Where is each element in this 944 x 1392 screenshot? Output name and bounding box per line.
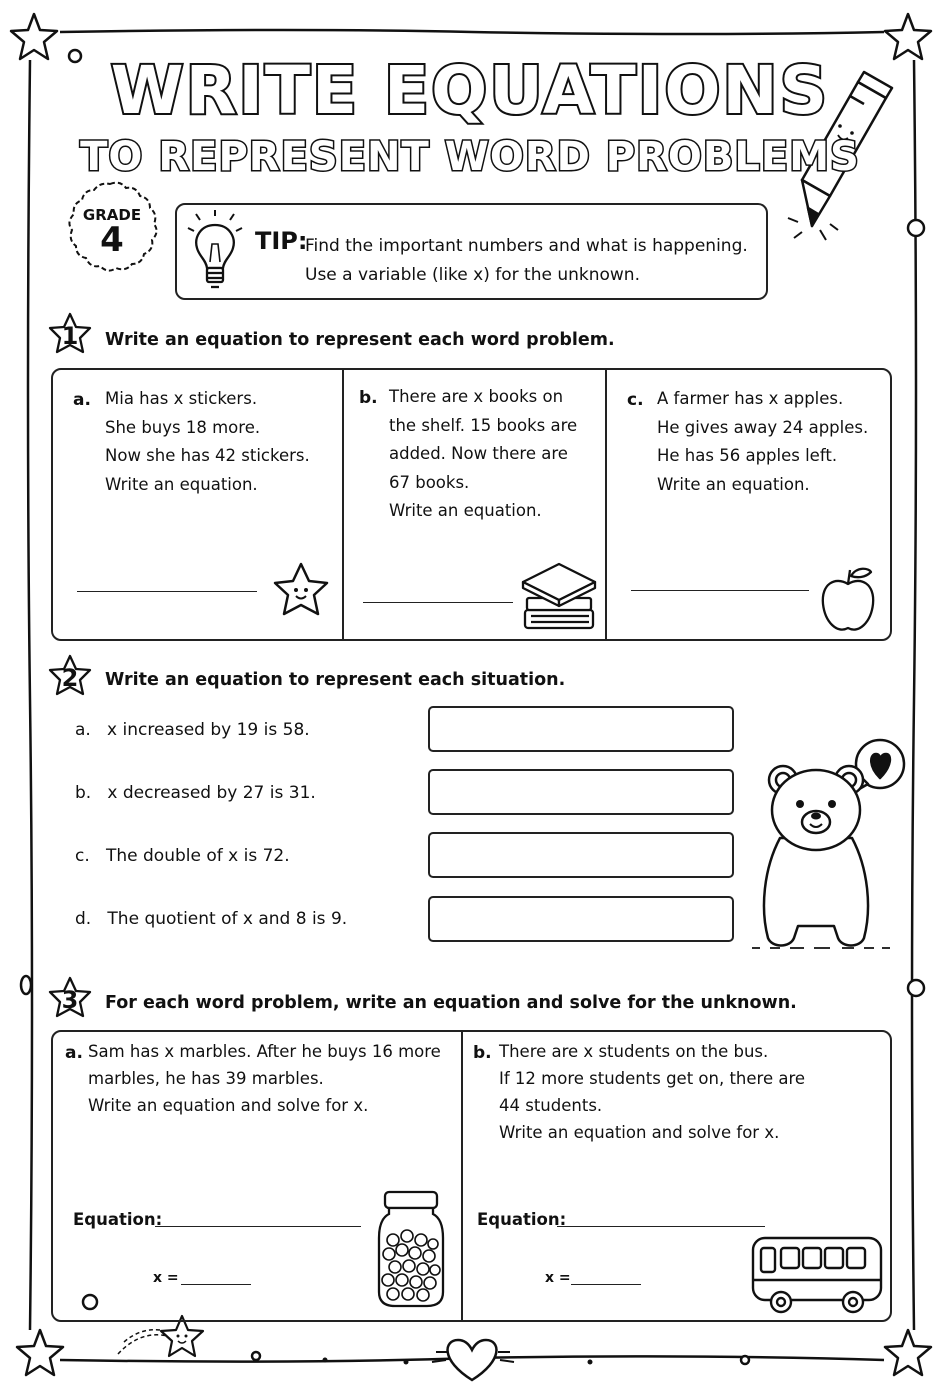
answer-box-c[interactable] (428, 832, 734, 878)
grade-number: 4 (100, 220, 124, 260)
problem-3b-text: There are x students on the bus. If 12 more students get on, there are 44 students. Write an equation and solve for x. (499, 1042, 806, 1142)
x-label-3a: x = (153, 1270, 179, 1286)
star-icon (269, 560, 333, 620)
bus-icon (747, 1228, 885, 1316)
section-3-heading: For each word problem, write an equation and solve for the unknown. (105, 993, 797, 1013)
answer-box-d[interactable] (428, 896, 734, 942)
situation-a: a. x increased by 19 is 58. (75, 720, 310, 740)
title-line-2: TO REPRESENT WORD PROBLEMS (80, 134, 860, 180)
answer-box-b[interactable] (428, 769, 734, 815)
section-1-number: 1 (61, 322, 79, 350)
divider (605, 370, 607, 639)
grade-label: GRADE (82, 206, 142, 224)
answer-line-1a[interactable] (77, 591, 257, 592)
problem-1a-letter: a. (73, 390, 91, 410)
problem-1b-letter: b. (359, 388, 378, 408)
tip-box (175, 203, 768, 300)
marble-jar-icon (375, 1188, 447, 1310)
tip-line-1: Find the important numbers and what is happening. (305, 236, 748, 256)
x-answer-line-3a[interactable] (181, 1284, 251, 1285)
divider (461, 1032, 463, 1320)
problem-3a-text: Sam has x marbles. After he buys 16 more marbles, he has 39 marbles. Write an equation and solve for x. (88, 1042, 441, 1115)
problem-3b-letter: b. (473, 1043, 492, 1063)
title-line-1: WRITE EQUATIONS (110, 52, 830, 129)
grade-badge (64, 190, 160, 278)
problem-1b-text: There are x books on the shelf. 15 books are added. Now there are 67 books. Write an equation. (389, 387, 578, 520)
section-3-box (51, 1030, 892, 1322)
problem-1c-text: A farmer has x apples. He gives away 24 apples. He has 56 apples left. Write an equation. (657, 389, 869, 494)
divider (342, 370, 344, 639)
equation-line-3a[interactable] (155, 1226, 361, 1227)
books-icon (519, 558, 599, 634)
problem-3a-letter: a. (65, 1043, 83, 1063)
tip-line-2: Use a variable (like x) for the unknown. (305, 265, 640, 285)
problem-1a-text: Mia has x stickers. She buys 18 more. Now she has 42 stickers. Write an equation. (105, 389, 310, 494)
apple-icon (815, 564, 881, 636)
heart-icon (432, 1340, 514, 1380)
answer-line-1b[interactable] (363, 602, 513, 603)
equation-label-3a: Equation: (73, 1210, 163, 1229)
equation-label-3b: Equation: (477, 1210, 567, 1229)
situation-d: d. The quotient of x and 8 is 9. (75, 909, 348, 929)
answer-line-1c[interactable] (631, 590, 809, 591)
section-3-number: 3 (61, 986, 79, 1014)
section-1-box (51, 368, 892, 641)
situation-c: c. The double of x is 72. (75, 846, 290, 866)
bear-icon (750, 738, 916, 954)
smiling-star-icon (118, 1316, 203, 1356)
problem-1c-letter: c. (627, 390, 644, 410)
tip-label: TIP: (255, 227, 308, 255)
section-2-heading: Write an equation to represent each situation. (105, 670, 566, 690)
section-1-heading: Write an equation to represent each word problem. (105, 330, 615, 350)
x-answer-line-3b[interactable] (571, 1284, 641, 1285)
answer-box-a[interactable] (428, 706, 734, 752)
equation-line-3b[interactable] (557, 1226, 765, 1227)
x-label-3b: x = (545, 1270, 571, 1286)
situation-b: b. x decreased by 27 is 31. (75, 783, 316, 803)
section-2-number: 2 (61, 664, 79, 692)
